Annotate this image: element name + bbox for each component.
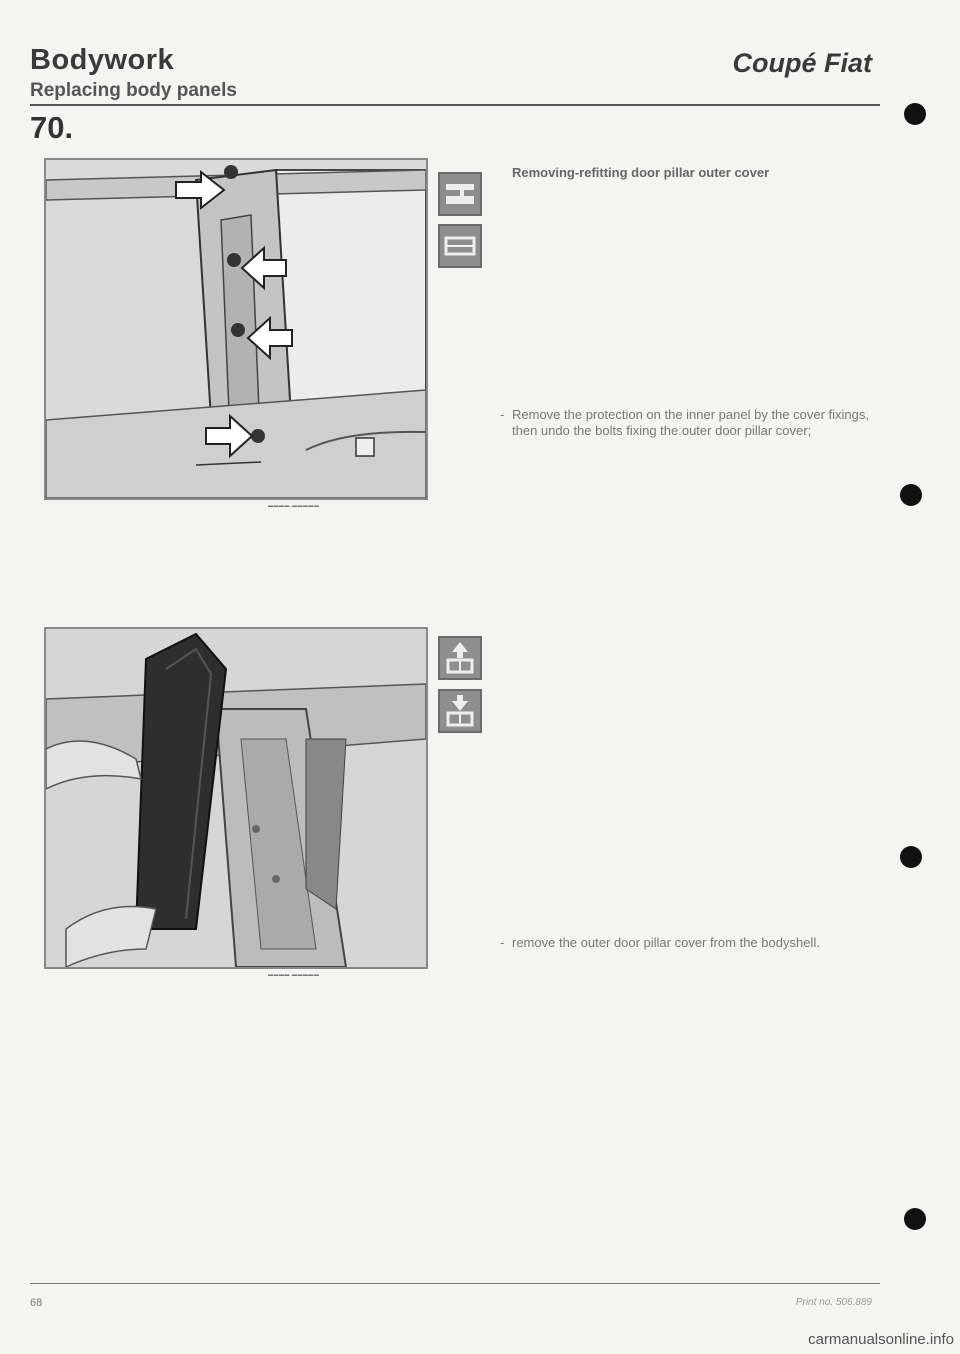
open-bonnet-icon [438,172,482,216]
binder-hole [904,1208,926,1230]
operation-heading: Removing-refitting door pillar outer cover [512,165,770,180]
binder-hole [904,103,926,125]
section-title: Replacing body panels [30,80,237,101]
figure-cover-removal [44,627,428,969]
step-text: Remove the protection on the inner panel by the cover fixings, then undo the bolts fixing the outer door pillar cover; [512,407,869,438]
pillar-bolts-illustration [46,160,426,498]
print-number: Print no. 506.889 [795,1297,872,1308]
binder-hole [900,846,922,868]
step-bullet: - [500,935,505,950]
step-text: remove the outer door pillar cover from the bodyshell. [512,935,820,950]
cover-removal-illustration [46,629,426,967]
figure-code: ▬▬▬▬ ▬▬▬▬▬ [268,972,320,978]
watermark: carmanualsonline.info [808,1331,954,1348]
step-bullet: - [500,407,505,422]
step-remove-cover [500,935,885,951]
chapter-title: Bodywork [30,44,175,76]
refit-icon [438,689,482,733]
step-remove-protection [500,407,885,439]
figure-door-pillar-bolts [44,158,428,500]
footer-rule [30,1283,880,1284]
page-number: 68 [30,1297,43,1309]
panel-icon [438,224,482,268]
brand-title: Coupé Fiat [732,48,872,78]
binder-hole [900,484,922,506]
figure-code: ▬▬▬▬ ▬▬▬▬▬ [268,503,320,509]
operation-number: 70. [30,110,74,145]
remove-icon [438,636,482,680]
header-rule [30,104,880,106]
